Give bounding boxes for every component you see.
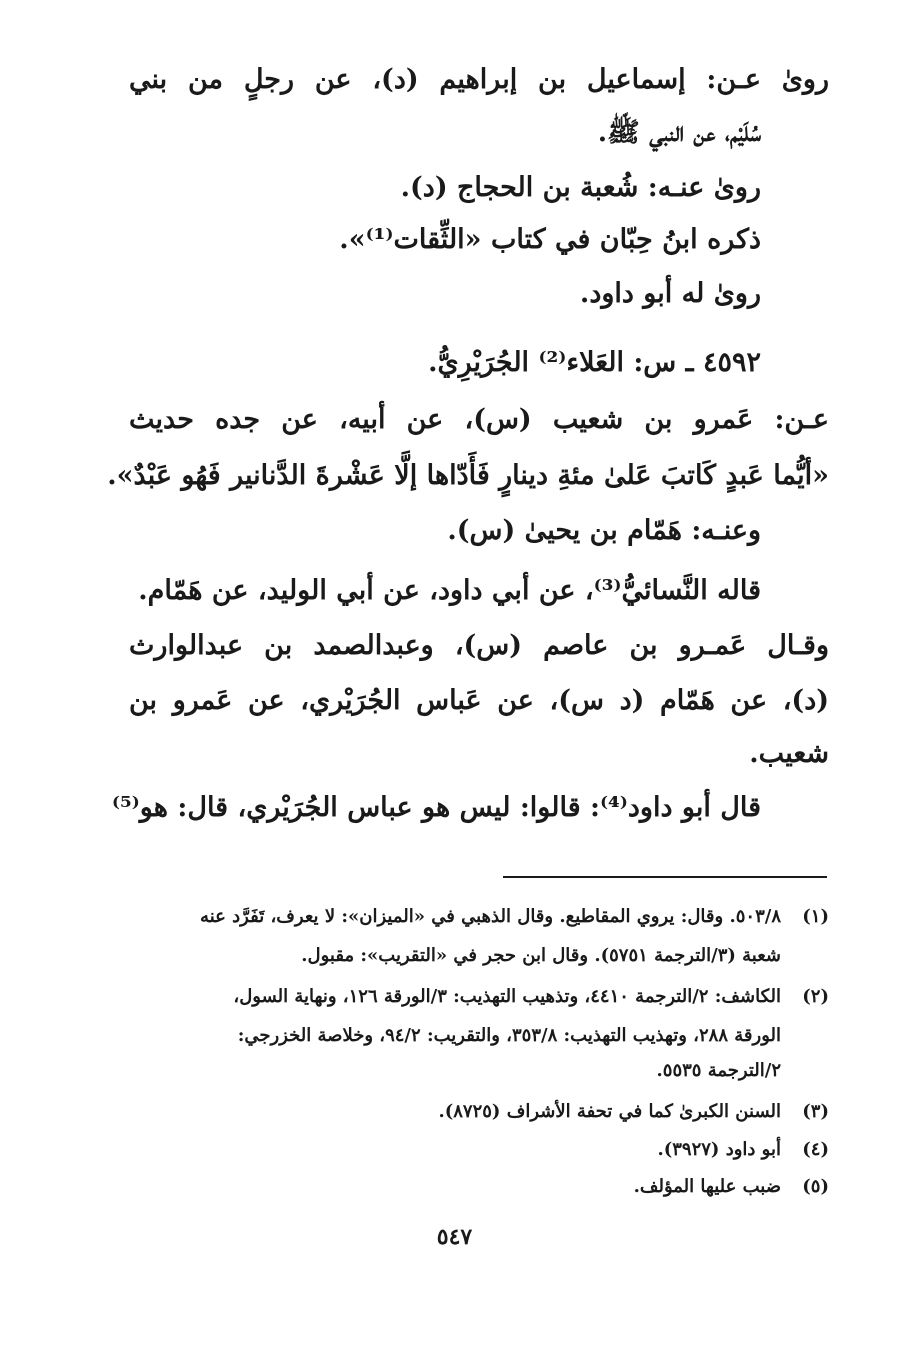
footnote-1-line-2: شعبة (٣/الترجمة ٥٧٥١). وقال ابن حجر في «التقريب»: مقبول. <box>301 945 781 966</box>
footnote-4: (٤)أبو داود (٣٩٢٧). <box>657 1139 829 1160</box>
page-number: ٥٤٧ <box>436 1224 473 1250</box>
body-line-12: (د)، عن هَمّام (د س)، عن عَباس الجُرَيْري، عن عَمرو بن <box>129 685 829 716</box>
body-line-9: وعنـه: هَمّام بن يحيىٰ (س). <box>447 515 761 546</box>
body-line-4: ذكره ابنُ حِبّان في كتاب «الثِّقات⁽¹⁾». <box>339 224 761 255</box>
body-line-5: روىٰ له أبو داود. <box>579 278 761 309</box>
hadith-quote: «أيُّما عَبدٍ كَاتبَ عَلىٰ مئةِ دينارٍ فَأَدّاها إلَّا عَشْرةَ الدَّنانير فَهُو عَبْدٌ». <box>107 460 829 491</box>
body-line-2: سُلَيْم، عن النبي ﷺ. <box>597 117 761 148</box>
footnote-3-line-1: السنن الكبرىٰ كما في تحفة الأشراف (٨٧٢٥). <box>438 1101 781 1122</box>
footnote-2: (٢)الكاشف: ٢/الترجمة ٤٤١٠، وتذهيب التهذيب: ٣/الورقة ١٢٦، ونهاية السول، <box>233 986 829 1007</box>
footnote-2-line-3: ٢/الترجمة ٥٥٣٥. <box>656 1060 781 1081</box>
footnote-separator <box>503 876 827 878</box>
footnote-1: (١)٥٠٣/٨. وقال: يروي المقاطيع. وقال الذهبي في «الميزان»: لا يعرف، تَفَرَّد عنه <box>200 906 829 927</box>
footnote-2-line-1: الكاشف: ٢/الترجمة ٤٤١٠، وتذهيب التهذيب: ٣/الورقة ١٢٦، ونهاية السول، <box>233 986 781 1007</box>
body-line-11: وقـال عَمـرو بن عاصم (س)، وعبدالصمد بن عبدالوارث <box>129 630 829 661</box>
body-line-3: روىٰ عنـه: شُعبة بن الحجاج (د). <box>400 172 761 203</box>
footnote-5: (٥)ضبب عليها المؤلف. <box>633 1176 829 1197</box>
footnote-5-line-1: ضبب عليها المؤلف. <box>633 1176 781 1197</box>
body-line-13: شعيب. <box>749 738 829 769</box>
footnote-1-line-1: ٥٠٣/٨. وقال: يروي المقاطيع. وقال الذهبي في «الميزان»: لا يعرف، تَفَرَّد عنه <box>200 906 781 927</box>
body-line-1: روىٰ عـن: إسماعيل ‌بن إبراهيم (د)، عن رجلٍ من بني <box>129 64 829 95</box>
entry-heading: ٤٥٩٢ ـ س: العَلاء⁽²⁾ الجُرَيْرِيُّ. <box>428 347 761 378</box>
body-line-10: قاله النَّسائيُّ⁽³⁾، عن أبي داود، عن أبي الوليد، عن هَمّام. <box>138 575 761 606</box>
footnote-3: (٣)السنن الكبرىٰ كما في تحفة الأشراف (٨٧٢٥). <box>438 1101 829 1122</box>
footnote-2-line-2: الورقة ٢٨٨، وتهذيب التهذيب: ٣٥٣/٨، والتقريب: ٩٤/٢، وخلاصة الخزرجي: <box>237 1025 781 1046</box>
body-line-7: عـن: عَمرو بن شعيب (س)، عن أبيه، عن جده حديث <box>129 404 829 435</box>
footnote-4-line-1: أبو داود (٣٩٢٧). <box>657 1139 781 1160</box>
body-line-14: قال أبو داود⁽⁴⁾: قالوا: ليس هو عباس الجُرَيْري، قال: هو⁽⁵⁾ <box>111 792 761 823</box>
